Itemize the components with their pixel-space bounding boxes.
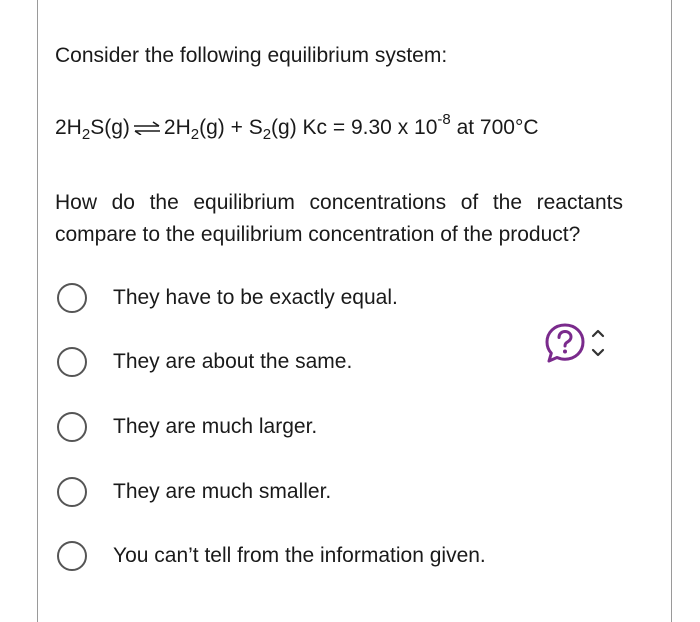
eq-product2-sub: 2 [262, 126, 272, 143]
help-widget [543, 318, 609, 368]
option-3[interactable] [57, 409, 317, 445]
option-label: They have to be exactly equal. [113, 286, 398, 309]
radio-button[interactable] [57, 412, 87, 442]
option-label: They are about the same. [113, 350, 353, 373]
radio-button[interactable] [57, 347, 87, 377]
eq-reactant-sub: 2 [81, 126, 91, 143]
question-intro: Consider the following equilibrium system: [55, 44, 448, 67]
option-label: They are much smaller. [113, 480, 332, 503]
eq-product1-sub: 2 [190, 126, 200, 143]
option-4[interactable] [57, 474, 331, 510]
equilibrium-arrow-icon [132, 121, 162, 135]
radio-button[interactable] [57, 283, 87, 313]
eq-reactant: 2H [55, 116, 82, 139]
eq-exponent: -8 [437, 111, 451, 128]
option-label: You can’t tell from the information given. [113, 544, 486, 567]
nav-arrows [591, 328, 605, 358]
option-label: They are much larger. [113, 415, 318, 438]
option-1[interactable] [57, 280, 398, 316]
option-2[interactable] [57, 344, 352, 380]
eq-kc: (g) Kc = 9.30 x 10 [271, 116, 438, 139]
chevron-up-icon[interactable] [591, 328, 605, 338]
eq-product1-tail: (g) + S [199, 116, 263, 139]
eq-reactant-tail: S(g) [90, 116, 130, 139]
equilibrium-equation [55, 111, 539, 143]
eq-condition: at 700°C [450, 116, 539, 139]
option-5[interactable] [57, 538, 486, 574]
question-text: How do the equilibrium concentrations of the reactants compare to the equilibrium concentration of the product? [55, 191, 623, 246]
eq-product1: 2H [163, 116, 191, 139]
chevron-down-icon[interactable] [591, 348, 605, 358]
radio-button[interactable] [57, 477, 87, 507]
radio-button[interactable] [57, 541, 87, 571]
help-icon[interactable] [543, 321, 587, 365]
